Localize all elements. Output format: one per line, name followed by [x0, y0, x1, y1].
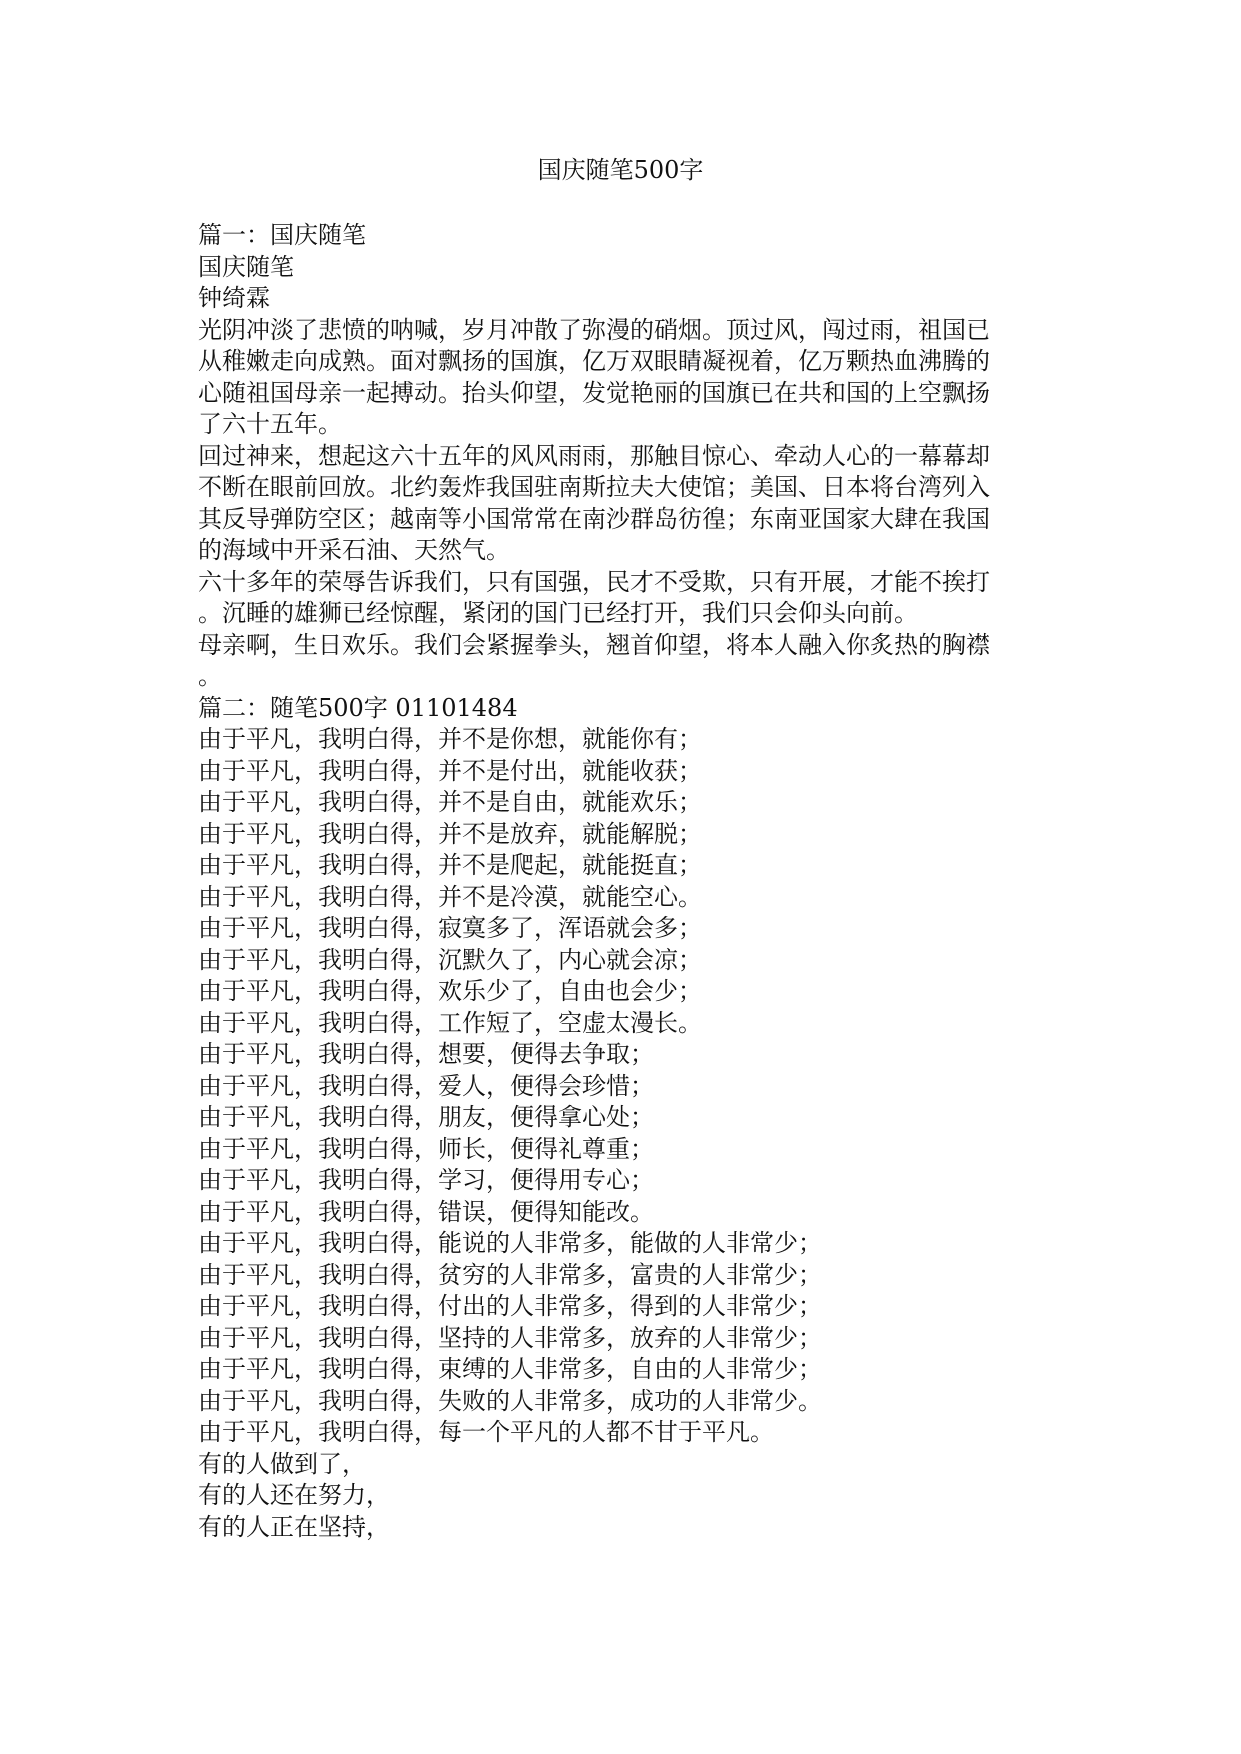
text-line: 由于平凡，我明白得，并不是你想，就能你有； — [198, 725, 702, 753]
text-line: 由于平凡，我明白得，并不是放弃，就能解脱； — [198, 819, 702, 848]
text-line: 由于平凡，我明白得，贫穷的人非常多，富贵的人非常少； — [198, 1260, 822, 1289]
text-line: 回过神来，想起这六十五年的风风雨雨，那触目惊心、牵动人心的一幕幕却 — [198, 441, 990, 470]
text-line: 了六十五年。 — [198, 410, 342, 438]
text-line: 由于平凡，我明白得，工作短了，空虚太漫长。 — [198, 1008, 702, 1037]
text-line: 由于平凡，我明白得，并不是付出，就能收获； — [198, 756, 702, 785]
text-line: 由于平凡，我明白得，想要，便得去争取； — [198, 1040, 654, 1068]
text-line: 钟绮霖 — [198, 284, 270, 312]
text-line: 由于平凡，我明白得，师长，便得礼尊重； — [198, 1134, 654, 1163]
text-line: 由于平凡，我明白得，学习，便得用专心； — [198, 1166, 654, 1194]
text-line: 由于平凡，我明白得，坚持的人非常多，放弃的人非常少； — [198, 1323, 822, 1352]
text-line: 由于平凡，我明白得，付出的人非常多，得到的人非常少； — [198, 1292, 822, 1320]
text-line: 由于平凡，我明白得，寂寞多了，浑语就会多； — [198, 914, 702, 942]
text-line: 由于平凡，我明白得，沉默久了，内心就会凉； — [198, 945, 702, 974]
text-line: 有的人还在努力， — [198, 1481, 390, 1509]
text-line: 。沉睡的雄狮已经惊醒，紧闭的国门已经打开，我们只会仰头向前。 — [198, 599, 918, 627]
text-line: 六十多年的荣辱告诉我们，只有国强，民才不受欺，只有开展，才能不挨打 — [198, 567, 990, 596]
text-line: 不断在眼前回放。北约轰炸我国驻南斯拉夫大使馆；美国、日本将台湾列入 — [198, 473, 990, 501]
text-line: 由于平凡，我明白得，并不是自由，就能欢乐； — [198, 788, 702, 816]
text-line: 国庆随笔 — [198, 252, 294, 281]
text-line: 由于平凡，我明白得，错误，便得知能改。 — [198, 1197, 654, 1226]
text-line: 从稚嫩走向成熟。面对飘扬的国旗，亿万双眼睛凝视着，亿万颗热血沸腾的 — [198, 347, 990, 375]
text-line: 光阴冲淡了悲愤的呐喊，岁月冲散了弥漫的硝烟。顶过风，闯过雨，祖国已 — [198, 315, 990, 344]
document-title: 国庆随笔500字 — [537, 156, 704, 184]
text-line: 心随祖国母亲一起搏动。抬头仰望，发觉艳丽的国旗已在共和国的上空飘扬 — [198, 378, 990, 407]
text-line: 的海域中开采石油、天然气。 — [198, 536, 510, 564]
text-line: 有的人做到了， — [198, 1449, 366, 1478]
text-line: 篇二：随笔500字 01101484 — [198, 693, 518, 722]
text-line: 由于平凡，我明白得，欢乐少了，自由也会少； — [198, 977, 702, 1005]
text-line: 由于平凡，我明白得，失败的人非常多，成功的人非常少。 — [198, 1386, 822, 1415]
text-line: 由于平凡，我明白得，并不是冷漠，就能空心。 — [198, 882, 702, 911]
text-line: 由于平凡，我明白得，束缚的人非常多，自由的人非常少； — [198, 1355, 822, 1383]
text-line: 。 — [198, 662, 222, 690]
text-line: 由于平凡，我明白得，能说的人非常多，能做的人非常少； — [198, 1229, 822, 1257]
text-line: 由于平凡，我明白得，朋友，便得拿心处； — [198, 1103, 654, 1131]
text-line: 由于平凡，我明白得，并不是爬起，就能挺直； — [198, 851, 702, 879]
text-line: 有的人正在坚持， — [198, 1512, 390, 1541]
text-line: 母亲啊，生日欢乐。我们会紧握拳头，翘首仰望，将本人融入你炙热的胸襟 — [198, 630, 990, 659]
text-line: 由于平凡，我明白得，每一个平凡的人都不甘于平凡。 — [198, 1418, 774, 1446]
text-line: 篇一：国庆随笔 — [198, 221, 366, 249]
text-line: 由于平凡，我明白得，爱人，便得会珍惜； — [198, 1071, 654, 1100]
document-body — [198, 220, 1028, 1543]
text-line: 其反导弹防空区；越南等小国常常在南沙群岛彷徨；东南亚国家大肆在我国 — [198, 504, 990, 533]
